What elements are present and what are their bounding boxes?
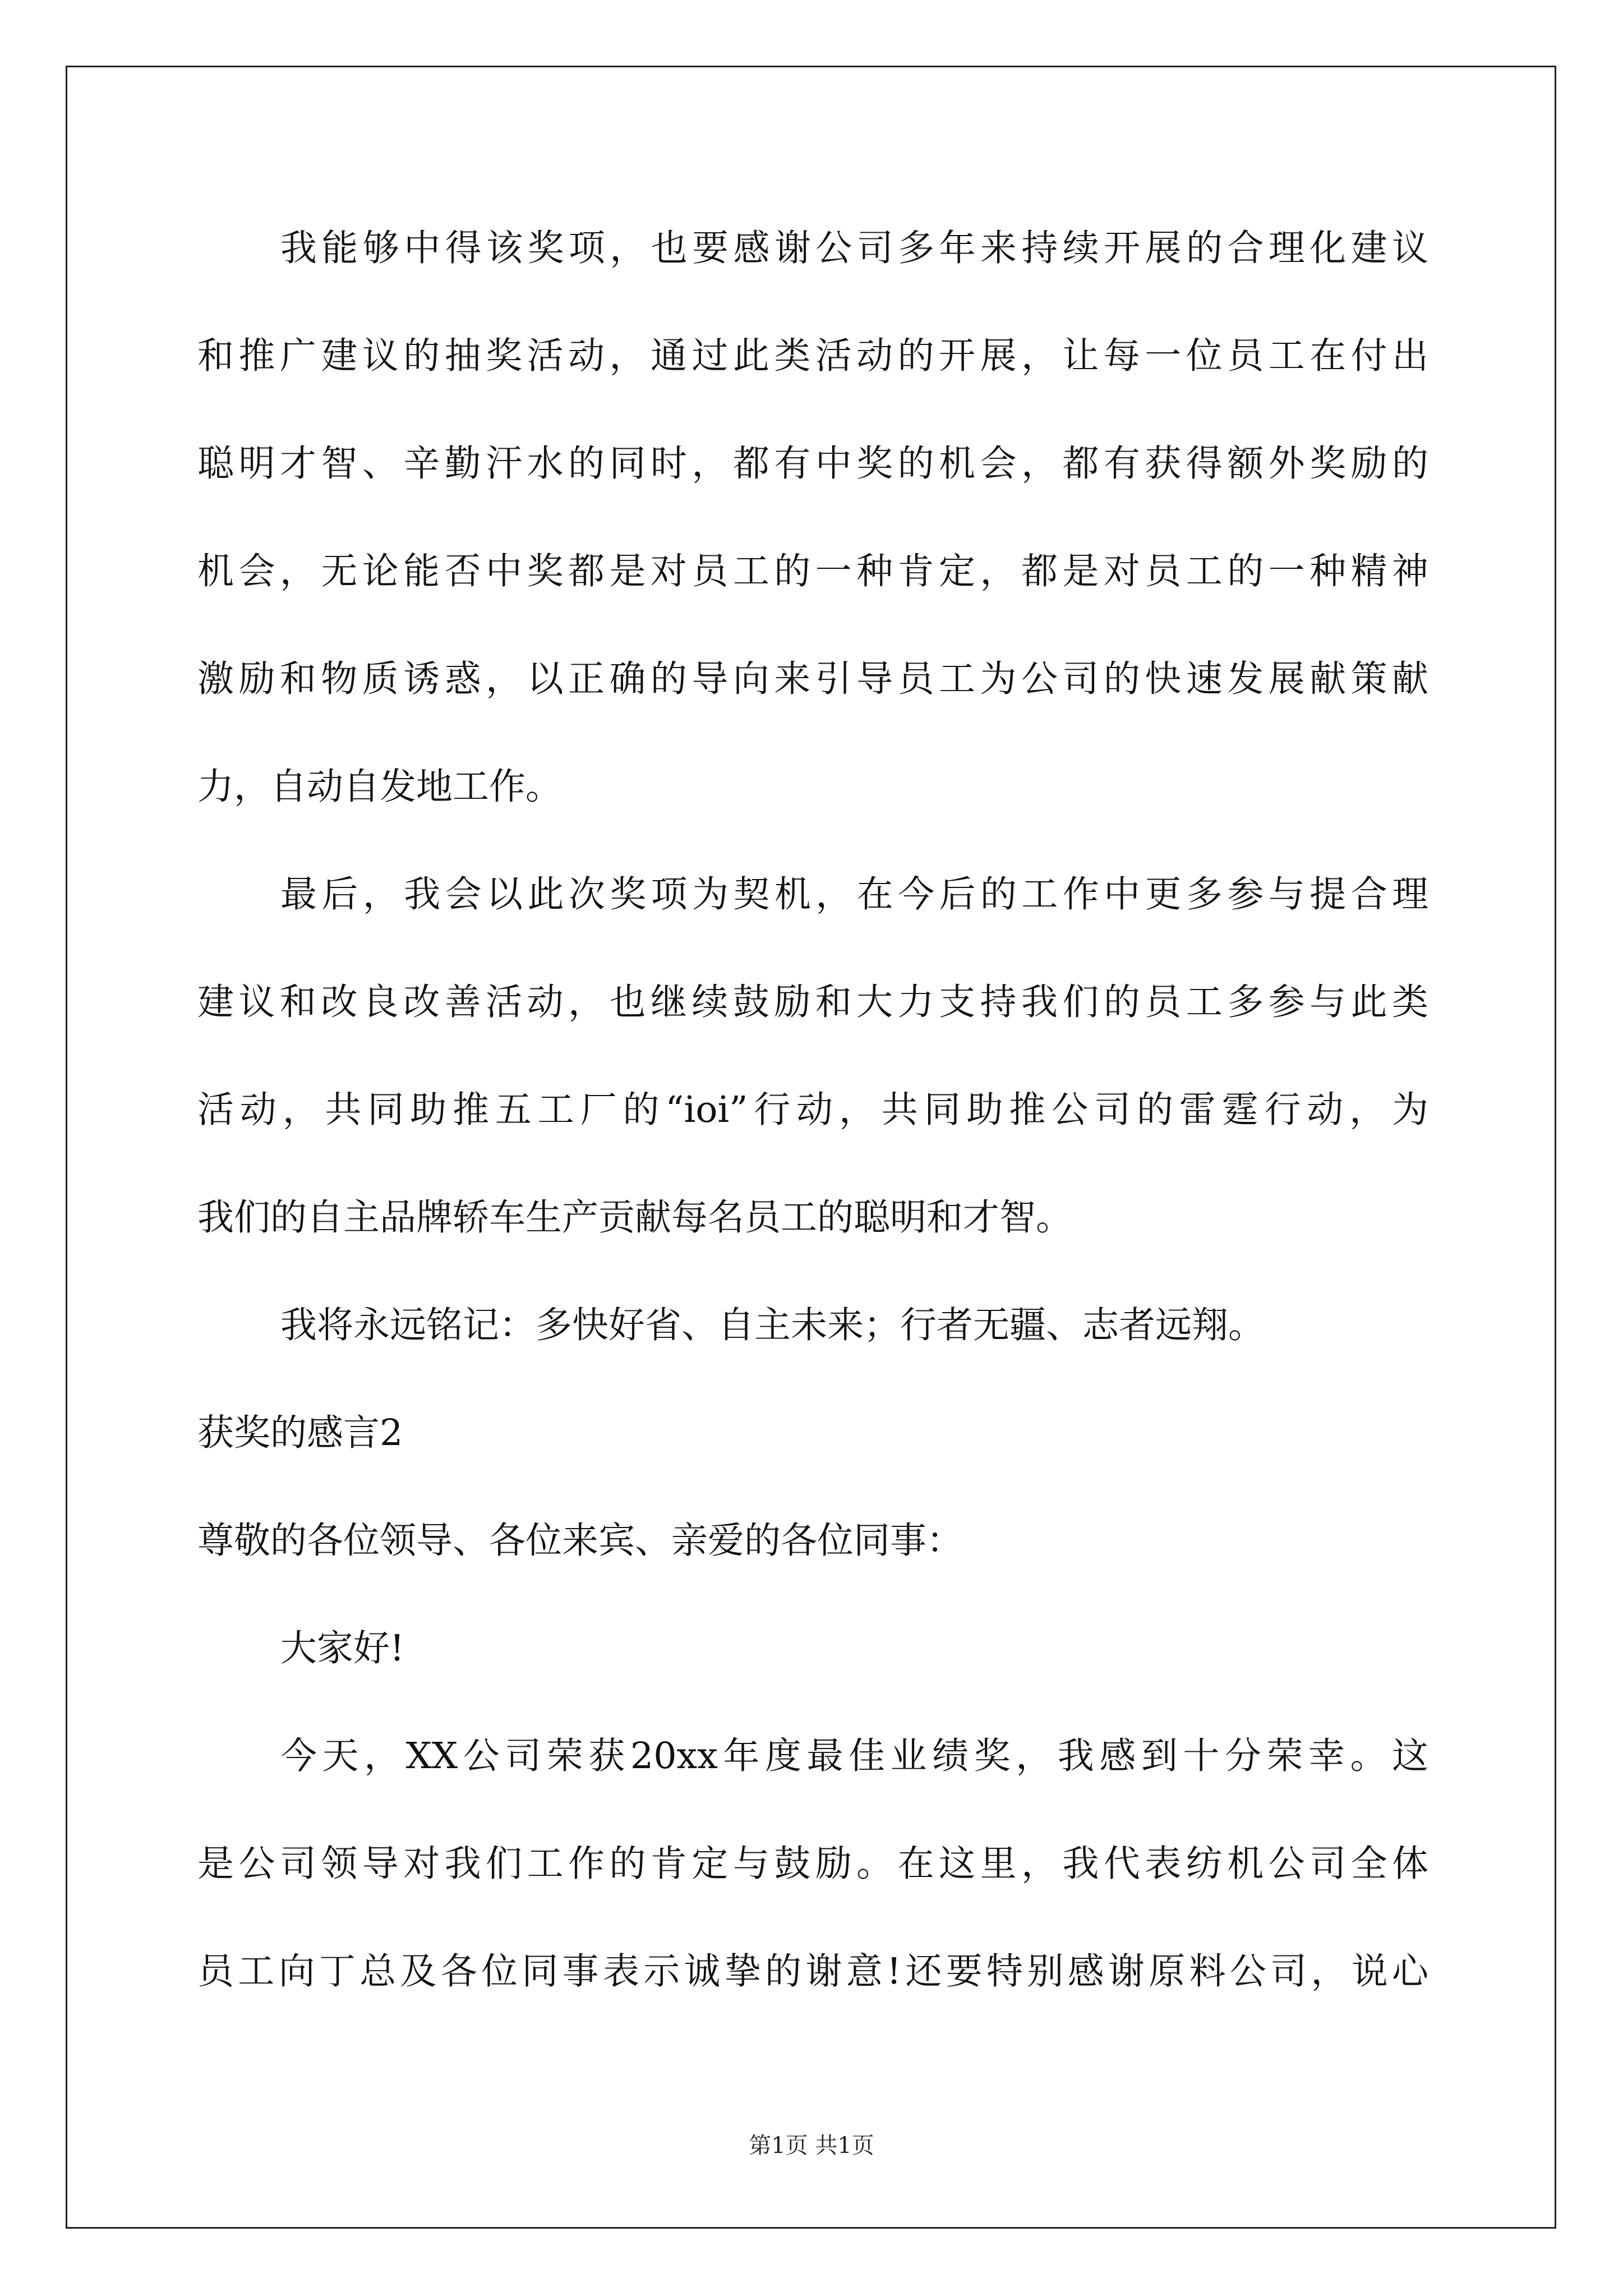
paragraph-line: 力，自动自发地工作。 (197, 766, 562, 808)
paragraph-line: 今天，XX公司荣获20xx年度最佳业绩奖，我感到十分荣幸。这 (280, 1735, 1428, 1777)
paragraph-line: 员工向丁总及各位同事表示诚挚的谢意!还要特别感谢原料公司，说心 (197, 1950, 1428, 1993)
paragraph-line: 我能够中得该奖项，也要感谢公司多年来持续开展的合理化建议 (280, 227, 1428, 269)
paragraph-line: 建议和改良改善活动，也继续鼓励和大力支持我们的员工多参与此类 (197, 981, 1428, 1023)
paragraph-line: 我们的自主品牌轿车生产贡献每名员工的聪明和才智。 (197, 1197, 1073, 1239)
paragraph-line: 最后，我会以此次奖项为契机，在今后的工作中更多参与提合理 (280, 873, 1428, 915)
document-body (197, 218, 1428, 2049)
salutation-line: 尊敬的各位领导、各位来宾、亲爱的各位同事： (197, 1520, 963, 1562)
paragraph-line: 聪明才智、辛勤汗水的同时，都有中奖的机会，都有获得额外奖励的 (197, 443, 1428, 485)
page-number-footer: 第1页 共1页 (749, 2133, 874, 2159)
paragraph-line: 我将永远铭记：多快好省、自主未来；行者无疆、志者远翔。 (280, 1304, 1265, 1346)
paragraph-line: 是公司领导对我们工作的肯定与鼓励。在这里，我代表纺机公司全体 (197, 1843, 1428, 1885)
paragraph-line: 和推广建议的抽奖活动，通过此类活动的开展，让每一位员工在付出 (197, 335, 1428, 377)
paragraph-line: 激励和物质诱惑，以正确的导向来引导员工为公司的快速发展献策献 (197, 658, 1428, 700)
section-heading: 获奖的感言2 (197, 1412, 403, 1454)
paragraph-line: 活动，共同助推五工厂的“ioi”行动，共同助推公司的雷霆行动，为 (197, 1089, 1428, 1131)
greeting-line: 大家好! (280, 1627, 405, 1669)
paragraph-line: 机会，无论能否中奖都是对员工的一种肯定，都是对员工的一种精神 (197, 550, 1428, 592)
